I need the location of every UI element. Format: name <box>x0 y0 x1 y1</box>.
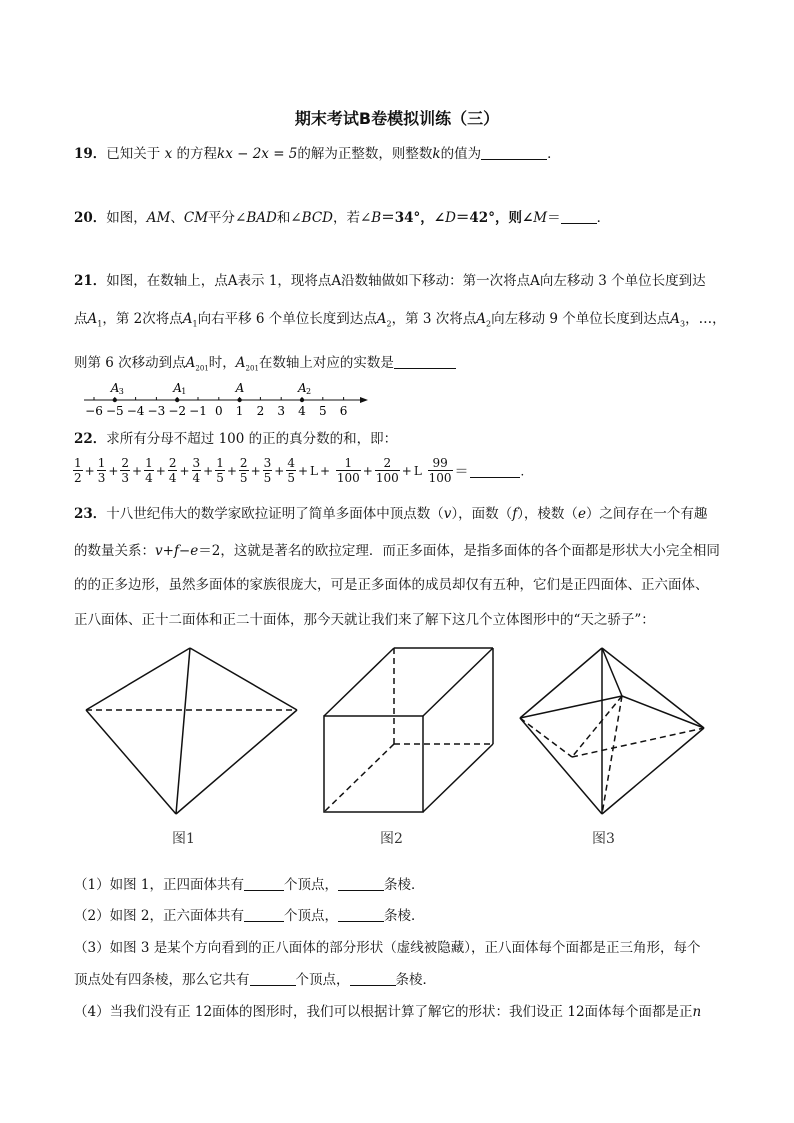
text: 在数轴上对应的实数是 <box>258 355 394 371</box>
point-label: A <box>87 311 98 327</box>
question-23-line-4: 正八面体、正十二面体和正二十面体，那今天就让我们来了解下这几个立体图形中的“天之骄子”： <box>74 612 655 628</box>
point-label: A <box>235 355 246 371</box>
fraction-series <box>72 456 297 485</box>
figure-label: 图1 <box>172 831 195 847</box>
text: ＝42°，则∠ <box>455 210 534 226</box>
text: ）之间存在一个有趣 <box>585 506 708 522</box>
tick-label: −1 <box>189 404 207 418</box>
figure-3-octahedron <box>516 640 710 850</box>
plus-sign: + <box>401 463 412 478</box>
variable: BCD <box>301 210 333 226</box>
question-23-line-3: 的的正多边形，虽然多面体的家族很庞大，可是正多面体的成员却仅有五种，它们是正四面体、正六面体、 <box>74 577 709 593</box>
question-23-line-2 <box>74 542 720 560</box>
question-21-line-1 <box>74 272 706 290</box>
tick-label: 5 <box>318 404 327 418</box>
text: 的解为正整数，则整数 <box>297 146 433 162</box>
tick-label: −2 <box>168 404 187 418</box>
text: 个顶点， <box>283 877 338 893</box>
text: ，第 2次将点 <box>102 311 183 327</box>
answer-blank[interactable] <box>561 209 597 224</box>
subscript: 1 <box>97 319 103 329</box>
answer-blank[interactable] <box>350 971 396 986</box>
text: 则第 6 次移动到点 <box>74 355 186 371</box>
question-number: 22． <box>74 431 107 447</box>
sub-question-4 <box>74 1003 701 1021</box>
sub-question-3-line-2 <box>74 971 436 989</box>
variable: n <box>692 1004 702 1020</box>
variable: CM <box>183 210 209 226</box>
tick-label: −4 <box>126 404 145 418</box>
text: ＝2，这就是著名的欧拉定理．而正多面体，是指多面体的各个面都是形状大小完全相同 <box>198 543 720 559</box>
sub-question-3-line-1: （3）如图 3 是某个方向看到的正八面体的部分形状（虚线被隐藏），正八面体每个面都是正三角形，每个 <box>74 940 701 956</box>
subscript: 2 <box>486 319 492 329</box>
fraction: $\frac{4}{5}$ <box>287 456 295 485</box>
plus-sign: + <box>320 463 331 478</box>
subscript: 201 <box>245 364 259 373</box>
question-number: 20． <box>74 210 107 226</box>
text: 如图，在数轴上，点A表示 1，现将点A沿数轴做如下移动：第一次将点A向左移动 3 个单位长度到达 <box>106 273 706 289</box>
text: ＝34°，∠ <box>381 210 446 226</box>
plus-sign: + <box>297 463 309 478</box>
text: 时， <box>208 355 236 371</box>
plus-sign: + <box>132 463 143 478</box>
point-subscript: 3 <box>118 387 124 396</box>
text: （2）如图 2，正六面体共有 <box>74 908 244 924</box>
fraction: $\frac{2}{3}$ <box>121 456 130 485</box>
text: ． <box>547 146 561 162</box>
text: 十八世纪伟大的数学家欧拉证明了简单多面体中顶点数（ <box>106 506 444 522</box>
answer-blank[interactable] <box>244 876 284 891</box>
point-label: A <box>173 381 182 395</box>
question-19 <box>74 145 561 163</box>
point-marker <box>113 398 117 402</box>
text: （4）当我们没有正 12面体的图形时，我们可以根据计算了解它的形状：我们设正 12面体每个面都是正 <box>74 1004 693 1020</box>
text: ． <box>596 210 611 226</box>
sub-question-1 <box>74 876 424 894</box>
tick-label: 2 <box>256 404 265 418</box>
fraction: $\frac{1}{4}$ <box>145 456 153 485</box>
fraction: $\frac{2}{100}$ <box>375 456 399 485</box>
variable: v <box>443 506 452 522</box>
question-number: 19． <box>74 146 107 162</box>
equals-sign: ＝ <box>454 463 469 480</box>
text: 向右平移 6 个单位长度到达点 <box>197 311 377 327</box>
point-subscript: 1 <box>181 387 187 396</box>
ellipsis: L <box>310 463 318 478</box>
point-label: A <box>235 381 245 395</box>
variable: x <box>164 146 173 162</box>
ellipsis: L <box>413 463 422 478</box>
point-marker <box>175 398 179 402</box>
answer-blank[interactable] <box>470 463 520 478</box>
plus-sign: + <box>250 463 261 478</box>
text: 向左移动 9 个单位长度到达点 <box>491 311 671 327</box>
figure-label: 图2 <box>380 831 403 847</box>
number-line <box>80 378 370 420</box>
page-title: 期末考试B卷模拟训练（三） <box>294 109 500 128</box>
point-label: A <box>476 311 487 327</box>
point-label: A <box>110 381 120 395</box>
text: 的方程 <box>176 146 218 162</box>
fraction: $\frac{3}{5}$ <box>263 456 272 485</box>
answer-blank[interactable] <box>244 907 284 922</box>
text: 的值为 <box>440 146 482 162</box>
point-label: A <box>182 311 193 327</box>
text: ，若∠ <box>332 210 372 226</box>
tick-label: 1 <box>235 404 244 418</box>
text: ＝ <box>547 210 561 226</box>
plus-sign: + <box>226 463 237 478</box>
plus-sign: + <box>274 463 285 478</box>
tick-label: −3 <box>147 404 166 418</box>
fraction: $\frac{1}{2}$ <box>74 456 82 485</box>
question-22 <box>74 430 397 448</box>
variable: AM <box>146 210 171 226</box>
text: ，第 3 次将点 <box>391 311 477 327</box>
figure-2-cube <box>318 640 504 850</box>
question-21-line-3 <box>74 354 456 378</box>
text: 条棱． <box>395 972 436 988</box>
subscript: 3 <box>680 319 686 329</box>
text: 个顶点， <box>283 908 338 924</box>
plus-sign: + <box>362 463 373 478</box>
plus-sign: + <box>179 463 190 478</box>
tick-label: 4 <box>298 404 306 418</box>
plus-sign: + <box>108 463 119 478</box>
text: 条棱． <box>383 877 425 893</box>
text: ），棱数（ <box>517 506 578 522</box>
variable: M <box>533 210 548 226</box>
text: 的数量关系： <box>74 543 155 559</box>
variable: f <box>512 506 518 522</box>
question-20 <box>74 209 610 227</box>
tick-label: 0 <box>214 404 223 418</box>
text: 个顶点， <box>295 972 350 988</box>
text: 顶点处有四条棱，那么它共有 <box>74 972 250 988</box>
fraction: $\frac{2}{5}$ <box>239 456 248 485</box>
plus-sign: + <box>84 463 95 478</box>
tick-label: −5 <box>105 404 124 418</box>
fraction: $\frac{3}{4}$ <box>192 456 201 485</box>
fraction: $\frac{1}{3}$ <box>97 456 106 485</box>
equation: kx − 2x = 5 <box>217 146 298 162</box>
question-22-sum <box>72 456 534 485</box>
figure-1-tetrahedron <box>80 640 304 850</box>
text: 平分∠ <box>208 210 247 226</box>
text: 点 <box>74 311 88 327</box>
variable: B <box>371 210 382 226</box>
subscript: 201 <box>195 364 209 373</box>
answer-blank[interactable] <box>338 876 384 891</box>
point-marker <box>300 398 304 402</box>
answer-blank[interactable] <box>394 354 456 369</box>
text: ），面数（ <box>451 506 513 522</box>
answer-blank[interactable] <box>338 907 384 922</box>
answer-blank[interactable] <box>481 145 547 160</box>
fraction: $\frac{2}{4}$ <box>168 456 177 485</box>
figure-label: 图3 <box>592 831 615 847</box>
point-subscript: 2 <box>306 387 312 396</box>
tick-label: 6 <box>339 404 348 418</box>
plus-sign: + <box>203 463 214 478</box>
point-marker <box>237 398 241 402</box>
point-label: A <box>298 381 307 395</box>
tick-label: 3 <box>277 404 286 418</box>
tick-label: −6 <box>85 404 103 418</box>
point-label: A <box>670 311 681 327</box>
text: 和∠ <box>276 210 302 226</box>
sub-question-2 <box>74 907 424 925</box>
point-label: A <box>185 355 196 371</box>
text: ． <box>520 464 533 478</box>
variable: k <box>432 146 441 162</box>
formula: v+f−e <box>155 543 199 559</box>
point-label: A <box>376 311 387 327</box>
variable: D <box>445 210 456 226</box>
text: 、 <box>170 210 184 226</box>
fraction: $\frac{1}{100}$ <box>336 456 360 485</box>
variable: BAD <box>246 210 277 226</box>
question-number: 23． <box>74 506 107 522</box>
text: 求所有分母不超过 100 的正的真分数的和，即： <box>106 431 398 447</box>
arrow-right-icon <box>360 397 368 403</box>
question-21-line-2 <box>74 310 726 334</box>
text: 已知关于 <box>106 146 161 162</box>
subscript: 2 <box>386 319 392 329</box>
fraction: $\frac{99}{100}$ <box>428 456 452 485</box>
plus-sign: + <box>155 463 166 478</box>
subscript: 1 <box>192 319 198 329</box>
question-23-line-1 <box>74 505 707 523</box>
text: ，…， <box>685 311 726 327</box>
text: 如图， <box>106 210 147 226</box>
text: （1）如图 1，正四面体共有 <box>74 877 244 893</box>
answer-blank[interactable] <box>250 971 296 986</box>
variable: e <box>577 506 586 522</box>
question-number: 21． <box>74 273 107 289</box>
text: 条棱． <box>383 908 425 924</box>
fraction: $\frac{1}{5}$ <box>216 456 224 485</box>
